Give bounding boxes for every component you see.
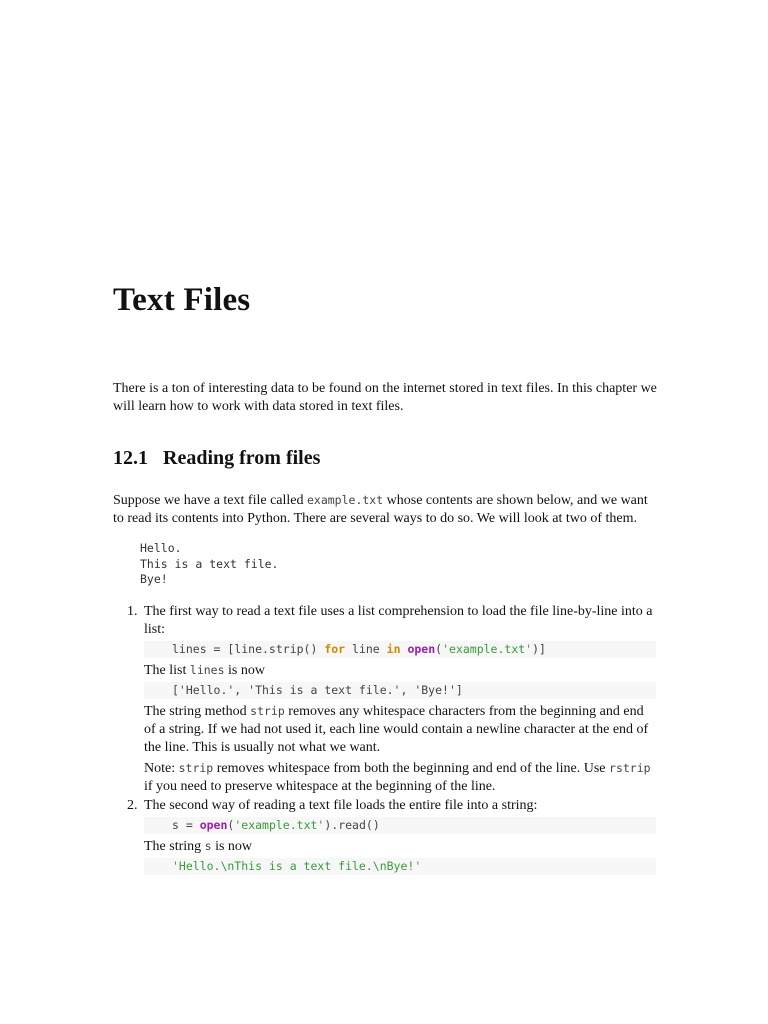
filename-code: example.txt: [306, 493, 384, 507]
code-result: ['Hello.', 'This is a text file.', 'Bye!']: [172, 683, 463, 697]
code-read-file: [144, 817, 656, 834]
code-token: (: [227, 818, 235, 832]
string-var-code: s: [204, 839, 212, 853]
list-var-code: lines: [189, 663, 225, 677]
suppose-text-before: Suppose we have a text file called: [113, 493, 307, 508]
list-label: [144, 661, 656, 680]
code-builtin-open: open: [199, 818, 228, 832]
code-token: ).read(): [324, 818, 380, 832]
code-list-result: [144, 682, 656, 699]
code-token: )]: [532, 642, 546, 656]
file-line: Hello.: [140, 541, 182, 555]
list-item-number: 2.: [127, 798, 138, 813]
note-paragraph: [144, 759, 656, 796]
code-result-string: 'Hello.\nThis is a text file.\nBye!': [172, 859, 422, 873]
file-line: This is a text file.: [140, 556, 279, 571]
list-label-after: is now: [224, 663, 265, 678]
strip-text-after: removes any whitespace characters from the beginning and end of a string. If we had not used it, each line would contain a newline character at the end of the line. This is usually not what we want.: [144, 704, 649, 755]
file-contents-block: [140, 541, 278, 588]
strip-text-before: The string method: [144, 704, 251, 719]
note-label: Note:: [144, 761, 179, 776]
suppose-text-after: whose contents are shown below, and we want to read its contents into Python. There are several ways to do so. We will look at two of them.: [113, 493, 648, 526]
note-rstrip-code: rstrip: [609, 761, 651, 775]
note-text-middle: removes whitespace from both the beginning and end of the line. Use: [213, 761, 610, 776]
code-string: 'example.txt': [442, 642, 533, 656]
code-token: (: [435, 642, 443, 656]
section-number: 12.1: [113, 447, 148, 469]
chapter-title: Text Files: [113, 282, 251, 318]
file-line: Bye!: [140, 572, 168, 587]
code-string: 'example.txt': [234, 818, 325, 832]
section-title: Reading from files: [163, 447, 321, 469]
code-token: lines = [line.strip(): [172, 642, 325, 656]
code-keyword-in: in: [386, 642, 401, 656]
item-2-intro: The second way of reading a text file loads the entire file into a string:: [144, 798, 538, 813]
strip-paragraph: [144, 702, 656, 757]
list-label-before: The list: [144, 663, 190, 678]
code-builtin-open: open: [407, 642, 436, 656]
section-heading: [113, 447, 320, 470]
string-label: [144, 837, 656, 856]
code-token: line: [345, 642, 387, 656]
intro-paragraph: There is a ton of interesting data to be found on the internet stored in text files. In this chapter we will learn how to work with data stored in text files.: [113, 381, 657, 414]
note-text-after: if you need to preserve whitespace at the beginning of the line.: [144, 779, 496, 794]
note-strip-code: strip: [178, 761, 214, 775]
code-string-result: [144, 858, 656, 875]
string-label-after: is now: [211, 839, 253, 854]
strip-code: strip: [250, 704, 285, 718]
list-item-body: [144, 603, 656, 796]
code-list-comprehension: [144, 641, 656, 658]
list-item-body: [144, 797, 656, 875]
string-label-before: The string: [144, 839, 205, 854]
item-1-intro: The first way to read a text file uses a list comprehension to load the file line-by-line into a list:: [144, 604, 653, 637]
list-item-number: 1.: [127, 604, 138, 619]
code-token: s =: [172, 818, 200, 832]
suppose-paragraph: [113, 491, 658, 528]
code-keyword-for: for: [324, 642, 346, 656]
